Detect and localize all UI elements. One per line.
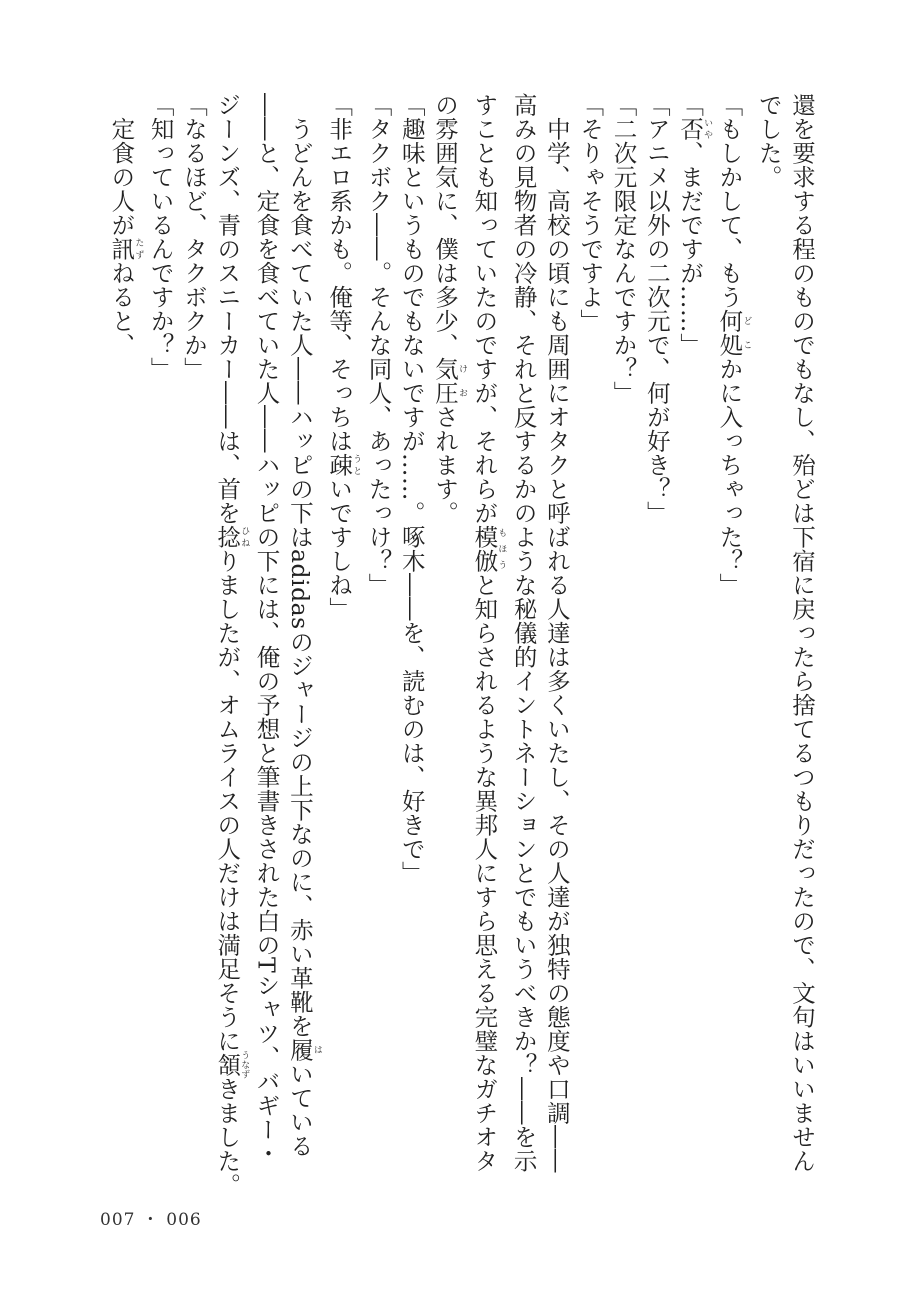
text-line-3: 「もしかして、もう何処どこかに入っちゃった？」 (715, 93, 752, 597)
furigana: 訊たず (107, 237, 144, 261)
text-line-12: 「趣味というものでもないですが……。啄木――を、読むのは、好きで」 (397, 93, 426, 885)
text-line-6: 「二次元限定なんですか？」 (609, 93, 638, 405)
furigana: 気圧けお (431, 357, 468, 405)
text-line-1: 還を要求する程のものでもなし、殆どは下宿に戻ったら捨てるつもりだったので、文句はいいません (788, 93, 816, 1173)
furigana: 捻ひね (213, 525, 250, 549)
text-line-5: 「アニメ以外の二次元で、何が好き？」 (642, 93, 671, 525)
text-line-9: 高みの見物者の冷静、それと反するかのような秘儀的イントネーションとでもいうべきか？――を示 (509, 93, 538, 1173)
furigana: 履は (285, 1037, 322, 1062)
text-line-18: 「なるほど、タクボクか」 (179, 93, 208, 381)
vertical-text-body (98, 93, 818, 1197)
furigana: 疎うと (325, 453, 362, 477)
text-line-8: 中学、高校の頃にも周囲にオタクと呼ばれる人達は多くいたし、その人達が独特の態度や口調―― (542, 93, 571, 1173)
text-line-16: ――と、定食を食べていた人――ハッピの下には、俺の予想と筆書きされた白のTシャツ、バギー・ (252, 93, 281, 1166)
text-line-20: 定食の人が訊たずねると、 (107, 93, 144, 357)
text-line-13: 「タクボク――。そんな同人、あったっけ？」 (364, 93, 393, 597)
text-line-17: ジーンズ、青のスニーカー――は、首を捻ひねりましたが、オムライスの人だけは満足そうに頷うなずきました。 (213, 93, 250, 1197)
furigana: 否いや (676, 117, 713, 141)
text-line-11: の雰囲気に、僕は多少、気圧けおされます。 (431, 93, 468, 525)
text-line-2: でした。 (754, 93, 783, 189)
text-line-19: 「知っているんですか？」 (146, 93, 175, 381)
page-number: 007 ・ 006 (100, 1210, 202, 1230)
furigana: 頷うなず (213, 1050, 250, 1080)
furigana: 何処どこ (715, 309, 752, 357)
text-line-7: 「そりゃそうですよ」 (576, 93, 605, 333)
furigana: 模倣もほう (470, 525, 507, 573)
text-line-4: 「否いや、まだですが……」 (676, 93, 713, 357)
text-line-15: うどんを食べていた人――ハッピの下はadidasのジャージの上下なのに、赤い革靴を履はいている (285, 93, 322, 1158)
text-line-14: 「非エロ系かも。俺等、そっちは疎うといですしね」 (325, 93, 362, 621)
text-line-10: すことも知っていたのですが、それらが模倣もほうと知らされるような異邦人にすら思える完璧なガチオタ (470, 93, 507, 1173)
